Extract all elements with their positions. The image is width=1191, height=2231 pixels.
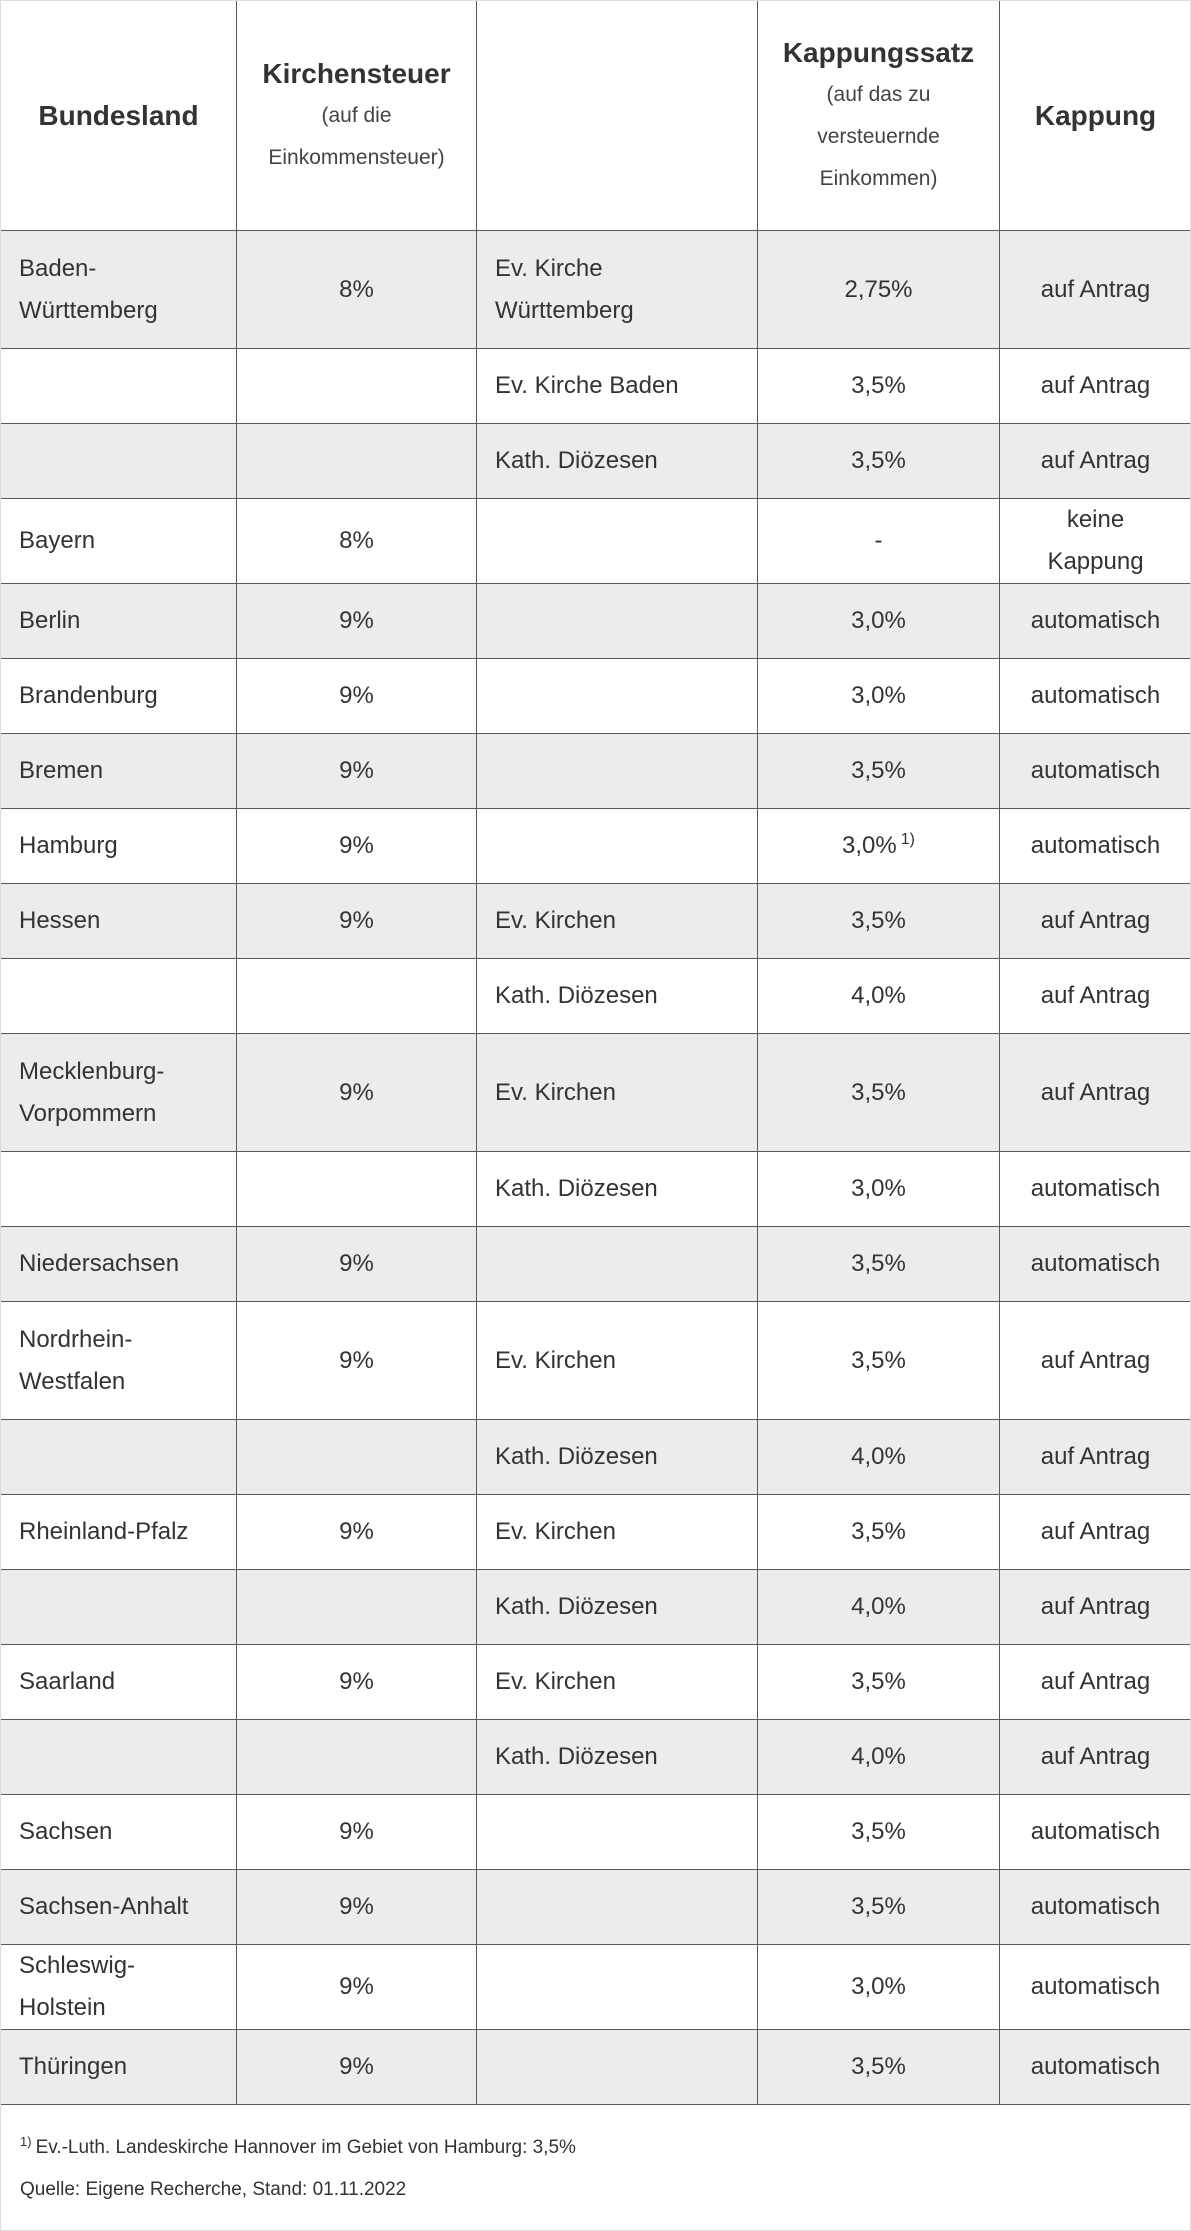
cell-kirche: [477, 1945, 758, 2030]
cell-kappung-text: auf Antrag: [1040, 907, 1151, 934]
table-row: [1, 734, 1191, 809]
cell-kirchensteuer: [237, 231, 477, 349]
cell-bundesland-text: Niedersachsen: [19, 1250, 180, 1277]
cell-bundesland-text: Hessen: [19, 907, 101, 934]
header-kappungssatz-label: Kappungssatz: [782, 36, 975, 68]
cell-kappung: [1000, 1420, 1191, 1495]
cell-kirche: [477, 1420, 758, 1495]
cell-kirche-text: Ev. Kirche Württemberg: [495, 254, 634, 324]
cell-bundesland: [1, 349, 237, 424]
cell-kappung: [1000, 734, 1191, 809]
cell-bundesland: [1, 1645, 237, 1720]
cell-kappungssatz-text: 3,5%: [851, 1346, 906, 1374]
cell-kappung-text: keine Kappung: [1047, 506, 1144, 575]
cell-kirchensteuer-text: 9%: [339, 1250, 374, 1277]
cell-bundesland: [1, 1302, 237, 1420]
cell-bundesland-text: Nordrhein-Westfalen: [19, 1325, 133, 1395]
cell-kappung-text: automatisch: [1030, 1893, 1161, 1920]
cell-kirchensteuer-text: 9%: [339, 1893, 374, 1920]
cell-kappung: [1000, 1570, 1191, 1645]
cell-kirche: [477, 1302, 758, 1420]
cell-kirchensteuer-text: 9%: [339, 1346, 374, 1374]
cell-kappungssatz-text: 3,5%: [851, 1893, 906, 1920]
cell-kappungssatz-text: 3,5%: [851, 1078, 906, 1106]
cell-kirchensteuer: [237, 584, 477, 659]
header-bundesland-label: Bundesland: [38, 99, 199, 131]
cell-kirche: [477, 1034, 758, 1152]
table-row: [1, 1034, 1191, 1152]
cell-kappungssatz-text: 3,5%: [851, 757, 906, 784]
cell-kirchensteuer: [237, 959, 477, 1034]
cell-kappungssatz: [758, 884, 1000, 959]
cell-kirche: [477, 1152, 758, 1227]
table-row: [1, 1227, 1191, 1302]
cell-kappungssatz: [758, 1495, 1000, 1570]
cell-kappungssatz: [758, 231, 1000, 349]
cell-kappungssatz: [758, 734, 1000, 809]
cell-kappung-text: automatisch: [1030, 607, 1161, 634]
cell-kappung-text: automatisch: [1030, 682, 1161, 709]
table-row: [1, 884, 1191, 959]
cell-kirchensteuer: [237, 1302, 477, 1420]
table-row: [1, 1720, 1191, 1795]
cell-kirchensteuer: [237, 1495, 477, 1570]
cell-kappungssatz-text: 2,75%: [844, 275, 913, 303]
cell-kirchensteuer-text: 9%: [339, 1973, 374, 2000]
table-row: [1, 1570, 1191, 1645]
cell-bundesland-text: Baden-Württemberg: [19, 254, 158, 324]
cell-kappung-text: auf Antrag: [1040, 1078, 1151, 1106]
cell-bundesland: [1, 1420, 237, 1495]
cell-kirche: [477, 1645, 758, 1720]
cell-kappung: [1000, 1152, 1191, 1227]
table-row: [1, 1420, 1191, 1495]
cell-kirchensteuer: [237, 1720, 477, 1795]
cell-kappungssatz-text: 3,5%: [851, 2053, 906, 2080]
cell-kirchensteuer: [237, 1645, 477, 1720]
header-kirchensteuer-label: Kirchensteuer: [262, 57, 451, 89]
table-row: [1, 499, 1191, 584]
cell-kirche: [477, 1570, 758, 1645]
cell-bundesland-text: Berlin: [19, 607, 81, 634]
cell-kirchensteuer-text: 9%: [339, 682, 374, 709]
cell-kirche: [477, 1720, 758, 1795]
cell-kappungssatz: [758, 1795, 1000, 1870]
cell-bundesland-text: Rheinland-Pfalz: [19, 1518, 189, 1545]
cell-kirche-text: Ev. Kirchen: [495, 1346, 616, 1374]
cell-kappung-text: auf Antrag: [1040, 275, 1151, 303]
header-kappungssatz: [758, 1, 1000, 231]
header-bundesland: [1, 1, 237, 231]
cell-kirche: [477, 349, 758, 424]
cell-kirchensteuer: [237, 2030, 477, 2105]
cell-bundesland: [1, 2030, 237, 2105]
table-row: [1, 1870, 1191, 1945]
cell-kappung-text: automatisch: [1030, 1818, 1161, 1845]
cell-bundesland-text: Saarland: [19, 1668, 116, 1695]
cell-bundesland: [1, 1945, 237, 2030]
cell-kappung: [1000, 1495, 1191, 1570]
cell-kappungssatz-text: -: [874, 527, 883, 554]
cell-kirchensteuer-text: 9%: [339, 1518, 374, 1545]
cell-kirchensteuer: [237, 1945, 477, 2030]
cell-bundesland: [1, 1720, 237, 1795]
cell-kappungssatz: [758, 1302, 1000, 1420]
cell-kappung-text: auf Antrag: [1040, 372, 1151, 399]
cell-kappungssatz: [758, 1227, 1000, 1302]
cell-bundesland: [1, 959, 237, 1034]
cell-kappungssatz-text: 4,0%: [851, 1593, 906, 1620]
footnote-text: Ev.-Luth. Landeskirche Hannover im Gebiet von Hamburg: 3,5%: [35, 2137, 576, 2158]
cell-kirche-text: Kath. Diözesen: [495, 1175, 658, 1202]
cell-bundesland: [1, 1870, 237, 1945]
cell-kappung-text: auf Antrag: [1040, 447, 1151, 474]
table-row: [1, 1945, 1191, 2030]
cell-bundesland-text: Bremen: [19, 757, 104, 784]
table-row: [1, 959, 1191, 1034]
cell-kappungssatz: [758, 1720, 1000, 1795]
cell-kappungssatz: [758, 499, 1000, 584]
cell-kappung-text: automatisch: [1030, 832, 1161, 859]
cell-bundesland: [1, 424, 237, 499]
cell-kirchensteuer: [237, 424, 477, 499]
table-row: [1, 1645, 1191, 1720]
cell-kappung-text: automatisch: [1030, 2053, 1161, 2080]
cell-kirchensteuer: [237, 1870, 477, 1945]
table-body: [1, 231, 1191, 2105]
footnote-marker: 1): [20, 2133, 32, 2149]
cell-bundesland: [1, 1495, 237, 1570]
cell-bundesland: [1, 734, 237, 809]
cell-kappung-text: auf Antrag: [1040, 1443, 1151, 1470]
cell-kappung: [1000, 659, 1191, 734]
cell-kappung: [1000, 424, 1191, 499]
cell-kirchensteuer-text: 9%: [339, 607, 374, 634]
cell-kirche-text: Ev. Kirchen: [495, 1518, 616, 1545]
cell-kirche: [477, 1795, 758, 1870]
cell-kappungssatz-text: 4,0%: [851, 1443, 906, 1470]
cell-kappung-text: auf Antrag: [1040, 1518, 1151, 1545]
footnote-reference: 1): [900, 831, 915, 848]
cell-bundesland: [1, 1152, 237, 1227]
cell-kappung: [1000, 349, 1191, 424]
cell-kappung-text: auf Antrag: [1040, 982, 1151, 1009]
cell-kappungssatz-text: 3,0%: [851, 607, 906, 634]
table-row: [1, 1795, 1191, 1870]
cell-kirchensteuer-text: 9%: [339, 832, 374, 859]
source-note: Quelle: Eigene Recherche, Stand: 01.11.2022: [20, 2179, 407, 2200]
cell-kirche: [477, 734, 758, 809]
cell-kappungssatz-text: 3,5%: [851, 1250, 906, 1277]
cell-bundesland: [1, 499, 237, 584]
table-row: [1, 2030, 1191, 2105]
cell-kappung-text: automatisch: [1030, 1973, 1161, 2000]
cell-kirchensteuer: [237, 734, 477, 809]
cell-kappungssatz-text: 3,5%: [851, 907, 906, 934]
cell-kirche-text: Ev. Kirchen: [495, 1078, 616, 1106]
cell-bundesland: [1, 231, 237, 349]
cell-kappung: [1000, 884, 1191, 959]
cell-kirchensteuer: [237, 1227, 477, 1302]
cell-kappungssatz: [758, 1945, 1000, 2030]
cell-kappungssatz-text: 3,5%: [851, 1668, 906, 1695]
cell-kirchensteuer: [237, 1795, 477, 1870]
cell-kappungssatz: [758, 959, 1000, 1034]
cell-kappung-text: auf Antrag: [1040, 1668, 1151, 1695]
table-row: [1, 659, 1191, 734]
cell-kirchensteuer: [237, 349, 477, 424]
cell-kappungssatz: [758, 809, 1000, 884]
cell-kappung: [1000, 2030, 1191, 2105]
cell-kappung: [1000, 1870, 1191, 1945]
cell-kirche-text: Kath. Diözesen: [495, 982, 658, 1009]
cell-bundesland-text: Mecklenburg-Vorpommern: [19, 1057, 165, 1127]
cell-kappungssatz-text: 3,5%: [851, 1518, 906, 1545]
cell-kappung: [1000, 1720, 1191, 1795]
table-row: [1, 231, 1191, 349]
cell-bundesland-text: Sachsen: [19, 1818, 113, 1845]
cell-kirche-text: Kath. Diözesen: [495, 1593, 658, 1620]
cell-kappung: [1000, 1227, 1191, 1302]
cell-kappung: [1000, 1034, 1191, 1152]
header-kappung-label: Kappung: [1034, 99, 1157, 131]
cell-kappung: [1000, 499, 1191, 584]
cell-kappung-text: auf Antrag: [1040, 1346, 1151, 1374]
header-row: [1, 1, 1191, 231]
cell-kappungssatz: [758, 1152, 1000, 1227]
header-kappung: [1000, 1, 1191, 231]
cell-kappung: [1000, 809, 1191, 884]
cell-kirchensteuer: [237, 1420, 477, 1495]
cell-kirche-text: Ev. Kirchen: [495, 1668, 616, 1695]
footnote-1: [20, 2135, 1170, 2161]
table-row: [1, 349, 1191, 424]
header-kirchensteuer-sub: (auf die Einkommensteuer): [268, 103, 445, 169]
cell-kappungssatz-text: 3,0%: [851, 682, 906, 709]
cell-kirchensteuer: [237, 499, 477, 584]
cell-kappung: [1000, 1795, 1191, 1870]
cell-bundesland: [1, 884, 237, 959]
cell-kappung: [1000, 1302, 1191, 1420]
cell-kirche-text: Kath. Diözesen: [495, 1443, 658, 1470]
cell-kirchensteuer: [237, 809, 477, 884]
cell-kappungssatz: [758, 349, 1000, 424]
cell-kappungssatz-text: 3,5%: [851, 447, 906, 474]
cell-kirche: [477, 499, 758, 584]
cell-kappung-text: auf Antrag: [1040, 1743, 1151, 1770]
cell-kappung: [1000, 959, 1191, 1034]
header-kirchensteuer: [237, 1, 477, 231]
header-kirche: [477, 1, 758, 231]
cell-kirche: [477, 659, 758, 734]
cell-kappung: [1000, 584, 1191, 659]
cell-kirche-text: Ev. Kirche Baden: [495, 372, 679, 399]
header-kappungssatz-sub: (auf das zu versteuernde Einkommen): [817, 82, 940, 190]
cell-bundesland-text: Sachsen-Anhalt: [19, 1893, 189, 1920]
cell-bundesland-text: Thüringen: [19, 2053, 128, 2080]
cell-bundesland: [1, 584, 237, 659]
cell-kirchensteuer-text: 9%: [339, 1668, 374, 1695]
cell-kirchensteuer-text: 9%: [339, 1818, 374, 1845]
cell-kirchensteuer: [237, 1034, 477, 1152]
cell-kappungssatz-text: 3,0%: [842, 832, 897, 859]
cell-kappungssatz: [758, 2030, 1000, 2105]
cell-kirchensteuer: [237, 1152, 477, 1227]
cell-kappungssatz: [758, 1420, 1000, 1495]
cell-kappungssatz: [758, 584, 1000, 659]
cell-kirchensteuer-text: 8%: [339, 275, 374, 303]
cell-kirche: [477, 424, 758, 499]
cell-bundesland-text: Brandenburg: [19, 682, 158, 709]
cell-kappungssatz-text: 4,0%: [851, 982, 906, 1009]
cell-kirchensteuer-text: 9%: [339, 2053, 374, 2080]
cell-kirche: [477, 1227, 758, 1302]
cell-kirche: [477, 231, 758, 349]
cell-bundesland-text: Hamburg: [19, 832, 118, 859]
cell-bundesland: [1, 1227, 237, 1302]
cell-kirche: [477, 1870, 758, 1945]
cell-kirche: [477, 1495, 758, 1570]
cell-kirche-text: Kath. Diözesen: [495, 447, 658, 474]
cell-bundesland: [1, 1795, 237, 1870]
cell-kirche: [477, 584, 758, 659]
cell-kappungssatz-text: 3,5%: [851, 372, 906, 399]
cell-kappung-text: automatisch: [1030, 1175, 1161, 1202]
cell-kirchensteuer: [237, 659, 477, 734]
cell-kappung-text: auf Antrag: [1040, 1593, 1151, 1620]
cell-kappung-text: automatisch: [1030, 1250, 1161, 1277]
table-row: [1, 1495, 1191, 1570]
cell-kirche: [477, 2030, 758, 2105]
cell-kappung: [1000, 231, 1191, 349]
cell-kappungssatz: [758, 659, 1000, 734]
cell-kappungssatz: [758, 424, 1000, 499]
cell-kirchensteuer: [237, 1570, 477, 1645]
cell-bundesland: [1, 809, 237, 884]
table-row: [1, 1152, 1191, 1227]
cell-kappung-text: automatisch: [1030, 757, 1161, 784]
table-row: [1, 809, 1191, 884]
cell-kirche-text: Kath. Diözesen: [495, 1743, 658, 1770]
cell-kirchensteuer-text: 9%: [339, 1078, 374, 1106]
table-row: [1, 424, 1191, 499]
cell-bundesland: [1, 1034, 237, 1152]
cell-kappungssatz-text: 3,0%: [851, 1175, 906, 1202]
cell-kirchensteuer: [237, 884, 477, 959]
table-row: [1, 584, 1191, 659]
cell-kappungssatz-text: 4,0%: [851, 1743, 906, 1770]
cell-kappungssatz: [758, 1034, 1000, 1152]
cell-kirche: [477, 884, 758, 959]
cell-kirchensteuer-text: 9%: [339, 757, 374, 784]
table-header: [1, 1, 1191, 231]
cell-kappung: [1000, 1945, 1191, 2030]
cell-bundesland: [1, 1570, 237, 1645]
footnotes: [20, 2135, 1170, 2203]
cell-kappung: [1000, 1645, 1191, 1720]
cell-kappungssatz-text: 3,0%: [851, 1973, 906, 2000]
cell-kirche: [477, 959, 758, 1034]
cell-bundesland: [1, 659, 237, 734]
cell-kirche-text: Ev. Kirchen: [495, 907, 616, 934]
cell-kappungssatz-text: 3,5%: [851, 1818, 906, 1845]
cell-kappungssatz: [758, 1645, 1000, 1720]
table-row: [1, 1302, 1191, 1420]
cell-kappungssatz: [758, 1870, 1000, 1945]
cell-kappungssatz: [758, 1570, 1000, 1645]
cell-bundesland-text: Schleswig-Holstein: [19, 1952, 136, 2021]
cell-kirchensteuer-text: 8%: [339, 527, 374, 554]
cell-bundesland-text: Bayern: [19, 527, 96, 554]
cell-kirche: [477, 809, 758, 884]
cell-kirchensteuer-text: 9%: [339, 907, 374, 934]
